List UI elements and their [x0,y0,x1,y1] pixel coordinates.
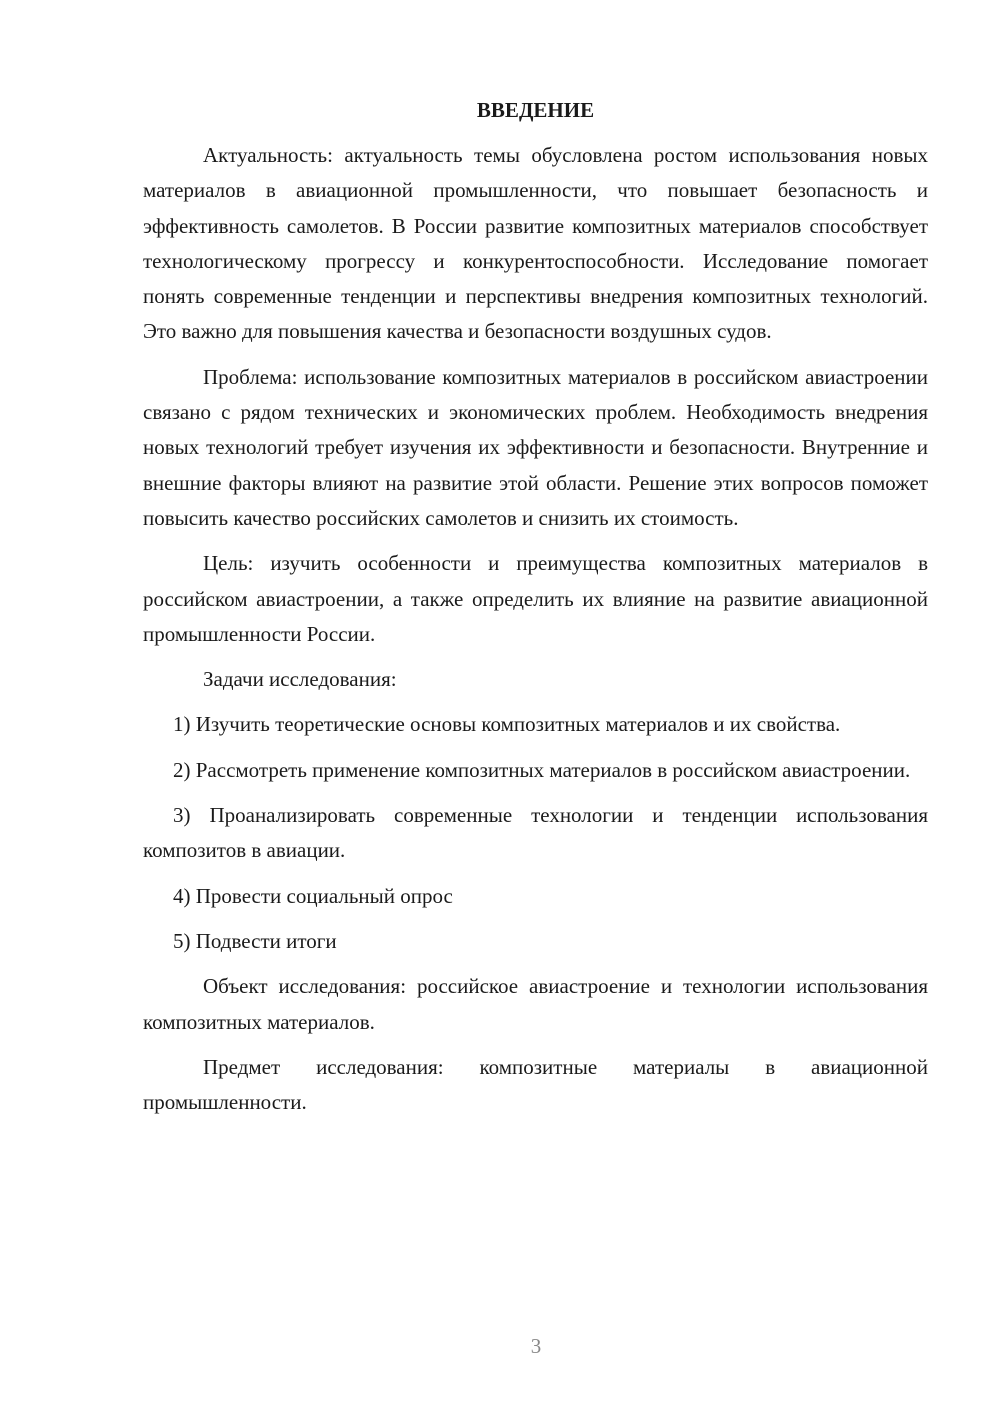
paragraph-goal: Цель: изучить особенности и преимущества композитных материалов в российском авиастроении, а также определить их влияние на развитие авиационной промышленности России. [143,551,928,646]
task-item-5: 5) Подвести итоги [173,928,337,953]
paragraph-problem: Проблема: использование композитных материалов в российском авиастроении связано с рядом технических и экономических проблем. Необходимость внедрения новых технологий требует изучения их эффективности и безопасности. Внутренние и внешние факторы влияют на развитие этой области. Решение этих вопросов поможет повысить качество российских самолетов и снизить их стоимость. [143,364,928,530]
paragraph-object: Объект исследования: российское авиастроение и технологии использования композитных материалов. [143,974,928,1034]
page-number: 3 [530,1334,542,1358]
task-item-1: 1) Изучить теоретические основы композитных материалов и их свойства. [173,712,841,737]
task-item-4: 4) Провести социальный опрос [173,883,453,908]
paragraph-relevance: Актуальность: актуальность темы обусловлена ростом использования новых материалов в авиационной промышленности, что повышает безопасность и эффективность самолетов. В России развитие композитных материалов способствует технологическому прогрессу и конкурентоспособности. Исследование помогает понять современные тенденции и перспективы внедрения композитных технологий. Это важно для повышения качества и безопасности воздушных судов. [143,143,928,344]
task-item-3: 3) Проанализировать современные технологии и тенденции использования композитов в авиации. [143,803,928,863]
document-page [143,92,928,1130]
task-item-2: 2) Рассмотреть применение композитных материалов в российском авиастроении. [173,757,911,782]
paragraph-tasks-heading: Задачи исследования: [203,667,397,692]
paragraph-subject: Предмет исследования: композитные материалы в авиационной промышленности. [143,1054,928,1115]
section-title: ВВЕДЕНИЕ [476,98,595,122]
